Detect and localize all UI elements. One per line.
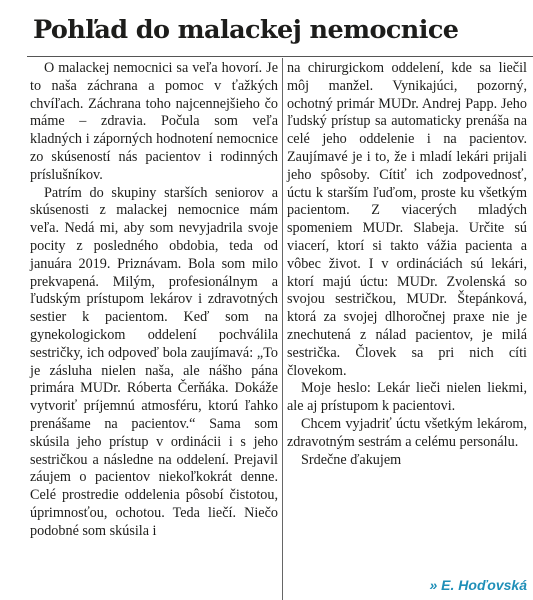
article-title: Pohľad do malackej nemocnice (33, 15, 459, 45)
paragraph-intro: O malackej nemocnici sa veľa hovorí. Je to naša záchrana a pomoc v ťažkých chvíľach. Záchrana toho najcennejšieho čo máme – zdravia. Počula som veľa kladných i záporných hodnotení nemocnice zo skúseností nás pacientov i rodinných príslušníkov. (30, 60, 278, 183)
paragraph-closing: Srdečne ďakujem (301, 451, 402, 468)
paragraph-thanks: Chcem vyjadriť úctu všetkým lekárom, zdravotným sestrám a celému personálu. (287, 415, 527, 450)
paragraph-motto: Moje heslo: Lekár lieči nielen liekmi, ale aj prístupom k pacientovi. (287, 380, 527, 415)
paragraph-surgery: na chirurgickom oddelení, kde sa liečil môj manžel. Vynikajúci, pozorný, ochotný primár MUDr. Andrej Papp. Jeho ľudský prístup sa automaticky prenáša na celé jeho oddelenie i na pacientov. Zaujímavé je i to, že i mladí lekári prijali jeho spôsoby. Cítiť ich zodpovednosť, úctu k starším ľuďom, proste ku všetkým pacientom. Z viacerých mladých spomeniem MUDr. Slabeja. Určite sú viacerí, ktorí si takto vážia pacienta a vôbec život. I v ordináciách sú lekári, ktorí majú úctu: MUDr. Zvolenská so svojou sestričkou, MUDr. Štepánková, ktorá za svojej dlhoročnej praxe nie je znechutená z nálad pacientov, je milá sestrička. Človek sa pri nich cíti človekom. (287, 60, 527, 379)
column-divider (282, 58, 283, 600)
paragraph-experience: Patrím do skupiny starších seniorov a skúsenosti z malackej nemocnice mám veľa. Nedá mi, aby som nevyjadrila svoje pocity z posledného obdobia, teda od januára 2019. Priznávam. Bola som milo prekvapená. Milým, profesionálnym a ľudským prístupom lekárov i zdravotných sestier k pacientom. Keď som na gynekologickom oddelení pochválila sestričky, ich odpoveď bola zaujímavá: „To je zásluha nielen naša, ale nášho pána primára MUDr. Róberta Čerňáka. Dokáže vytvoriť príjemnú atmosféru, ktorú ľahko prenášame na pacientov.“ Sama som skúsila jeho prístup v ordinácii i s jeho sestričkou a následne na oddelení. Prejavil záujem o pacientov niekoľkokrát denne. Celé prostredie oddelenia pôsobí čistotou, úprimnosťou, ochotou. Teda liečí. Niečo podobné som skúsila i (30, 184, 278, 539)
article-right-column (287, 60, 527, 469)
title-rule (27, 56, 533, 57)
article-left-column (30, 60, 278, 541)
author-signature: » E. Hoďovská (429, 577, 527, 593)
